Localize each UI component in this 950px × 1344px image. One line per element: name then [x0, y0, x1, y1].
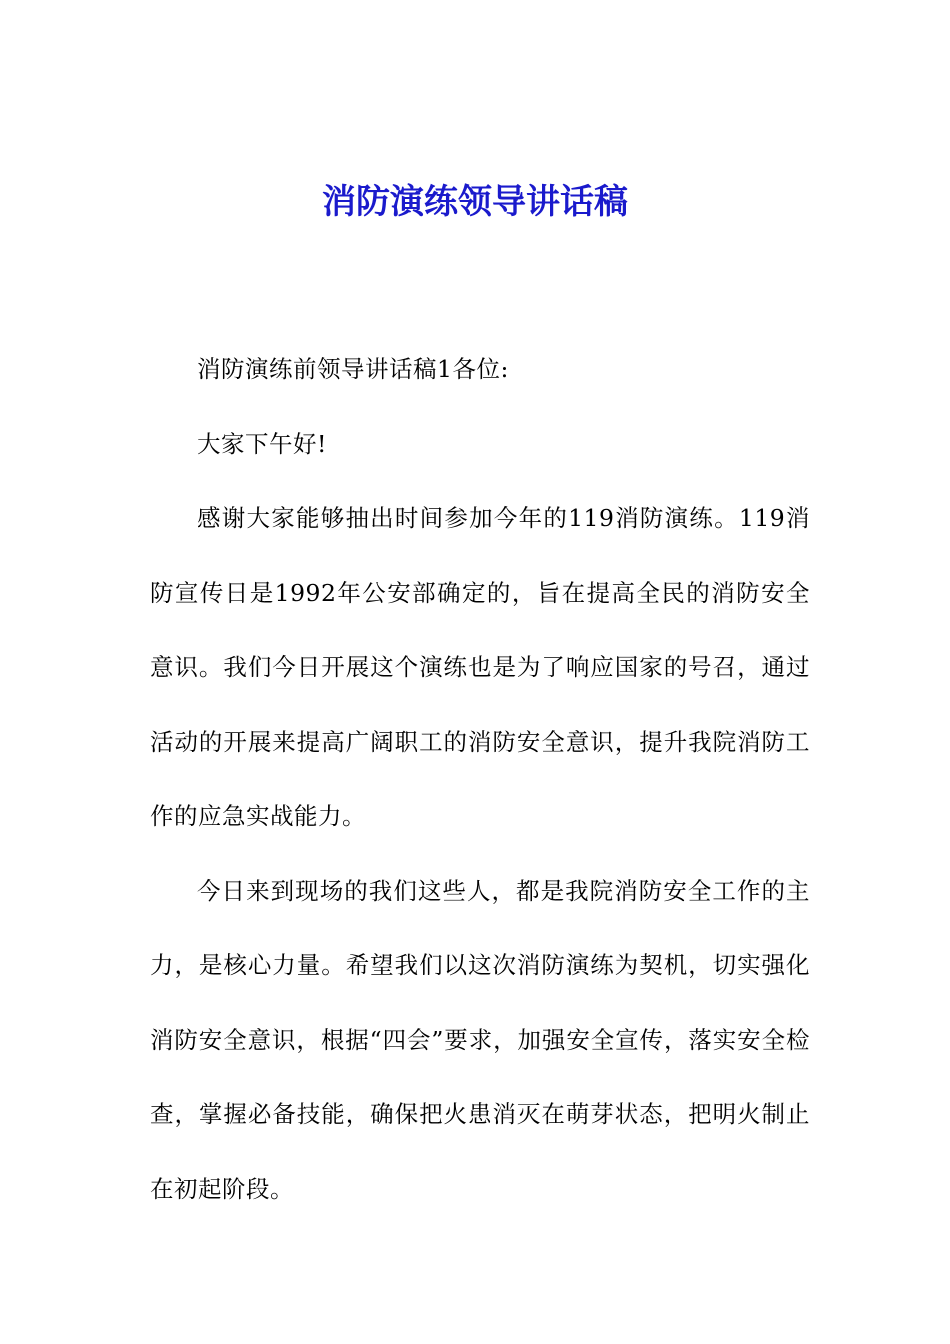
paragraph-intro: 感谢大家能够抽出时间参加今年的119消防演练。119消防宣传日是1992年公安部确定的，旨在提高全民的消防安全意识。我们今日开展这个演练也是为了响应国家的号召，通过活动的开展来提高广阔职工的消防安全意识，提升我院消防工作的应急实战能力。 [150, 504, 810, 830]
paragraph-main: 今日来到现场的我们这些人，都是我院消防安全工作的主力，是核心力量。希望我们以这次消防演练为契机，切实强化消防安全意识，根据“四会”要求，加强安全宣传，落实安全检查，掌握必备技能，确保把火患消灭在萌芽状态，把明火制止在初起阶段。 [150, 876, 810, 1203]
document-title: 消防演练领导讲话稿 [322, 182, 628, 222]
paragraph-salutation: 消防演练前领导讲话稿1各位: [197, 355, 509, 383]
paragraph-greeting: 大家下午好! [197, 429, 327, 458]
document-body [150, 332, 810, 1226]
